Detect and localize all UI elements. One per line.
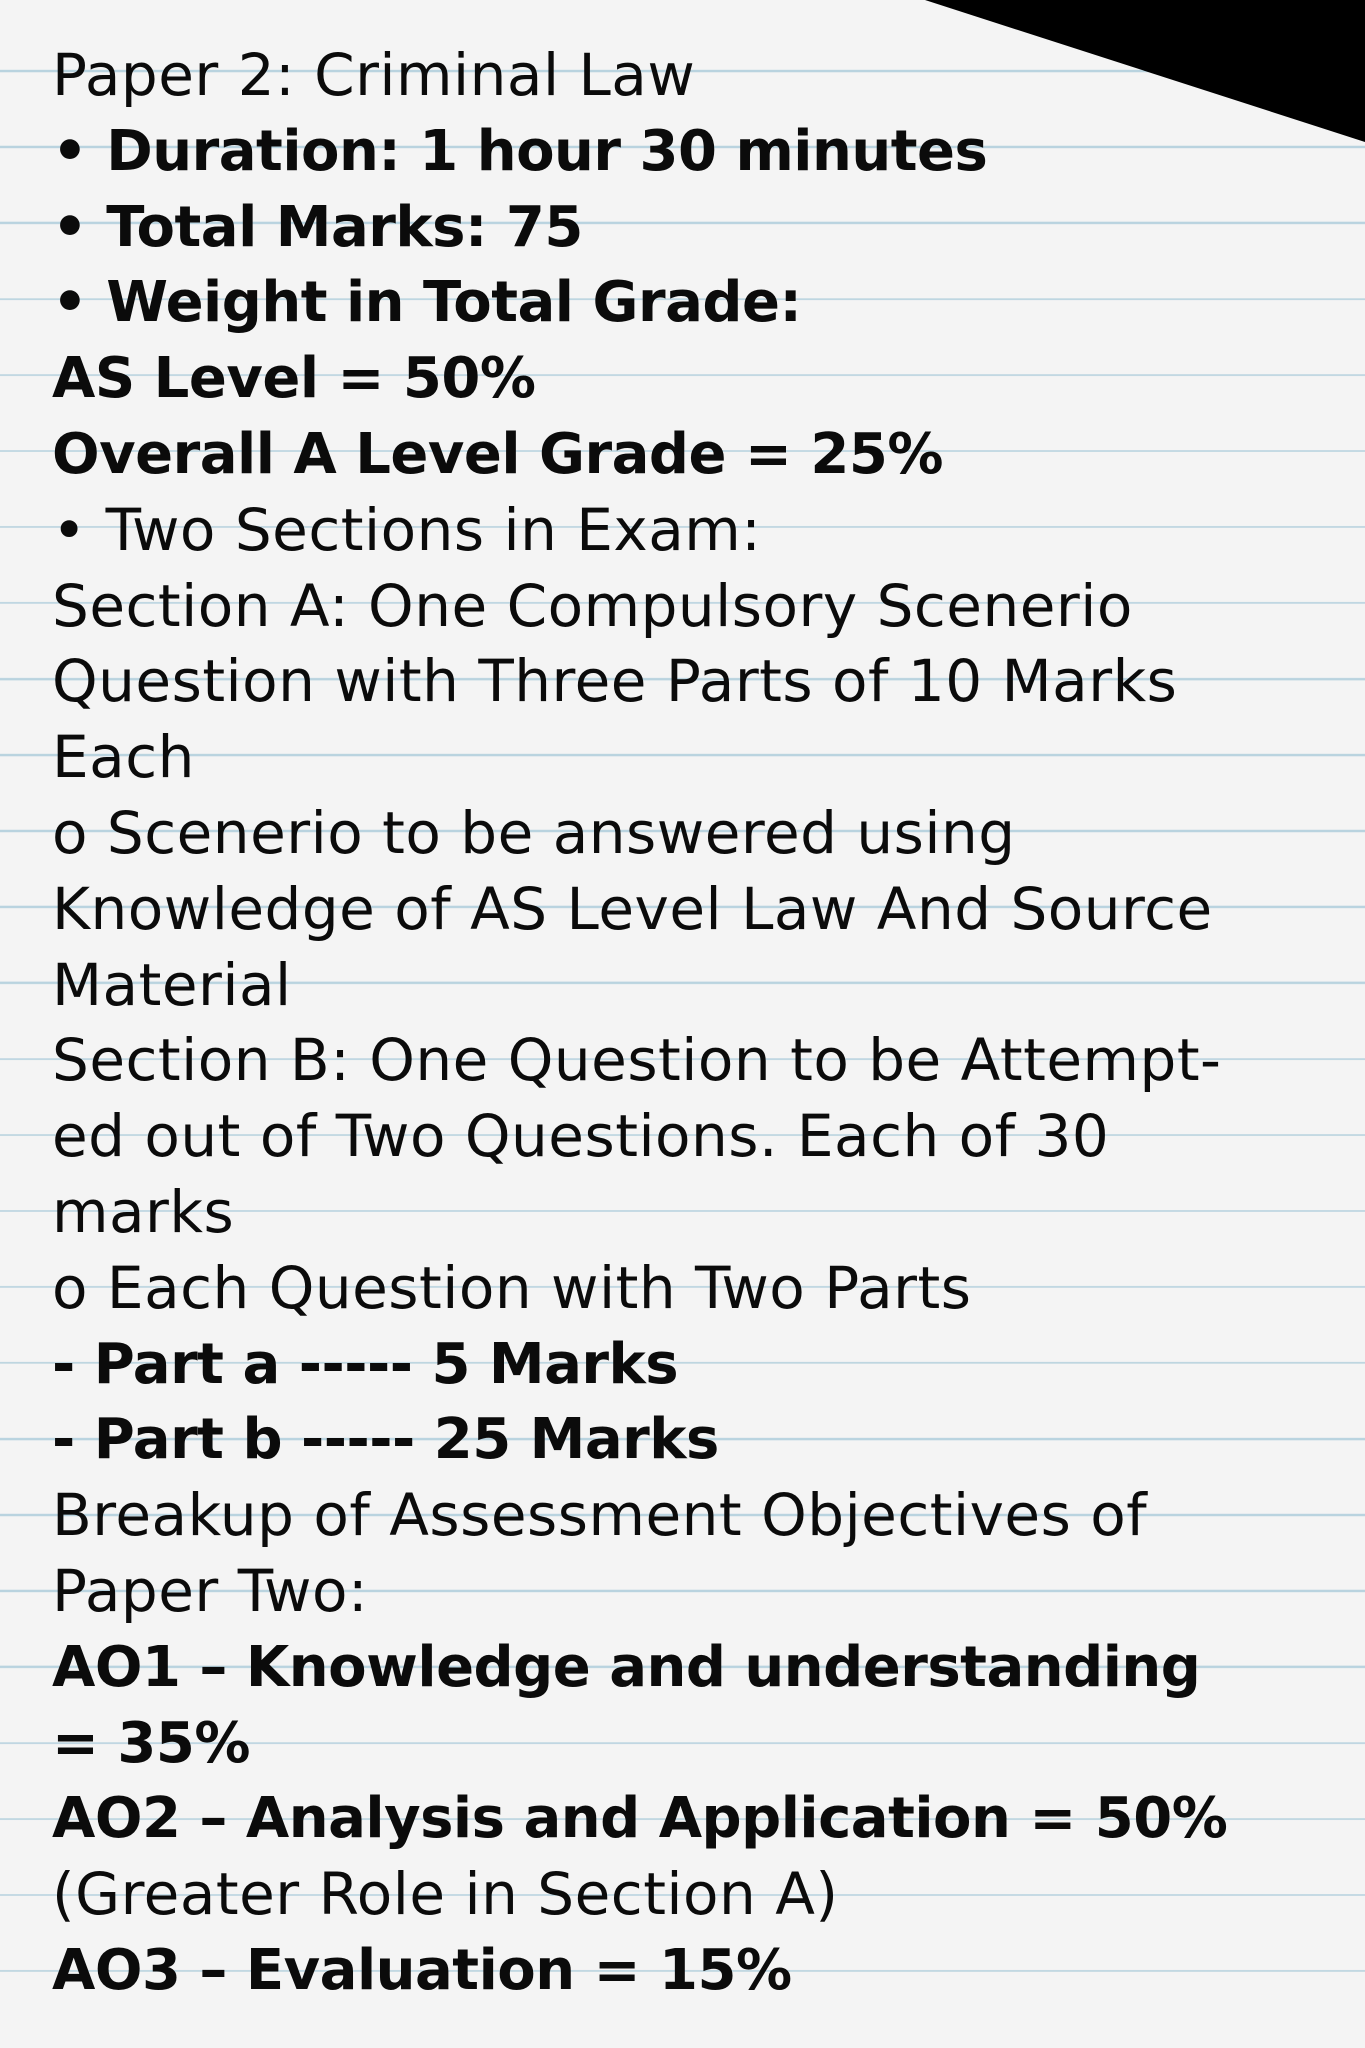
note-line: o Each Question with Two Parts [52, 1253, 972, 1322]
note-line: AO2 – Analysis and Application = 50% [52, 1786, 1228, 1852]
note-line: Knowledge of AS Level Law And Source [52, 874, 1213, 943]
note-line: marks [52, 1177, 235, 1246]
note-line: Section B: One Question to be Attempt- [52, 1026, 1222, 1095]
exam-notes [52, 38, 1337, 2009]
note-line: • Duration: 1 hour 30 minutes [52, 118, 988, 184]
note-line: AS Level = 50% [52, 346, 536, 412]
note-line: (Greater Role in Section A) [52, 1860, 839, 1929]
note-line: Section A: One Compulsory Scenerio [52, 571, 1133, 640]
note-line: = 35% [52, 1710, 250, 1776]
note-line: Question with Three Parts of 10 Marks [52, 647, 1178, 716]
note-line: Breakup of Assessment Objectives of [52, 1481, 1148, 1550]
note-line: • Weight in Total Grade: [52, 270, 802, 336]
note-line: • Two Sections in Exam: [52, 495, 762, 564]
note-line: ed out of Two Questions. Each of 30 [52, 1102, 1110, 1171]
note-line: AO1 – Knowledge and understanding [52, 1634, 1201, 1700]
note-line: Paper Two: [52, 1556, 368, 1625]
note-line: o Scenerio to be answered using [52, 798, 1016, 867]
note-line: - Part a ----- 5 Marks [52, 1331, 679, 1397]
note-line: AO3 – Evaluation = 15% [52, 1937, 792, 2003]
note-line: - Part b ----- 25 Marks [52, 1407, 719, 1473]
note-line: Material [52, 950, 292, 1019]
note-line: Paper 2: Criminal Law [52, 41, 696, 109]
note-line: • Total Marks: 75 [52, 194, 583, 260]
note-line: Each [52, 723, 195, 792]
note-line: Overall A Level Grade = 25% [52, 421, 943, 487]
